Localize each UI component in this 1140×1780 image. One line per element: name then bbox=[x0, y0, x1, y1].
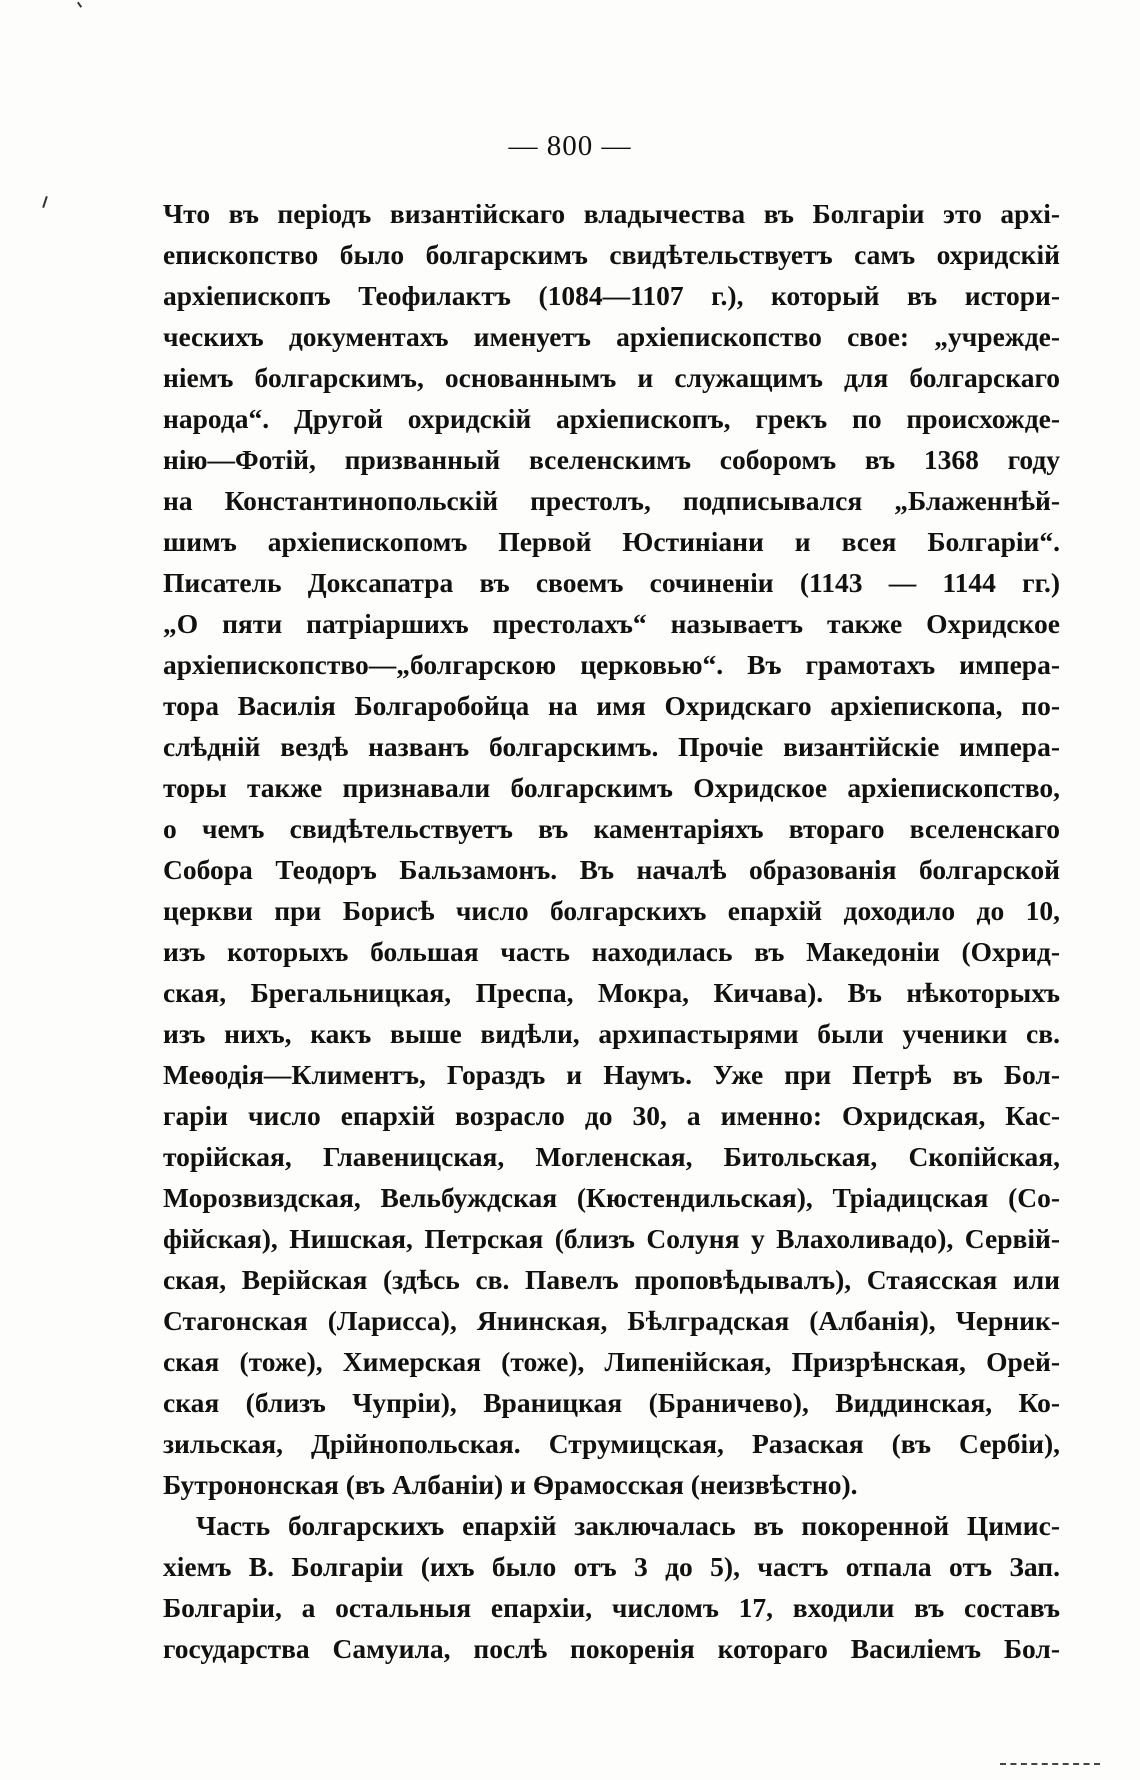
text-line: изъ которыхъ большая часть находилась въ Македоніи (Охрид- bbox=[163, 936, 1060, 967]
text-line: хіемъ В. Болгаріи (ихъ было отъ 3 до 5), частъ отпала отъ Зап. bbox=[163, 1551, 1060, 1582]
scan-mark bbox=[1000, 1763, 1100, 1773]
text-line: ніемъ болгарскимъ, основаннымъ и служащимъ для болгарскаго bbox=[163, 362, 1060, 393]
text-line: тора Василія Болгаробойца на имя Охридскаго архіепископа, по- bbox=[163, 690, 1060, 721]
text-line: ская, Верійская (здѣсь св. Павелъ проповѣдывалъ), Стаясская или bbox=[163, 1264, 1060, 1295]
text-line: „О пяти патріаршихъ престолахъ“ называетъ также Охридское bbox=[163, 608, 1060, 639]
text-line: Бутрононская (въ Албаніи) и Ѳрамосская (неизвѣстно). bbox=[163, 1469, 858, 1500]
text-line: архіепископство—„болгарскою церковью“. Въ грамотахъ импера- bbox=[163, 649, 1060, 680]
text-line: фійская), Нишская, Петрская (близъ Солуня у Влахоливадо), Сервій- bbox=[163, 1223, 1060, 1254]
text-line: о чемъ свидѣтельствуетъ въ каментаріяхъ втораго вселенскаго bbox=[163, 813, 1060, 844]
text-line: ская (тоже), Химерская (тоже), Липенійская, Призрѣнская, Орей- bbox=[163, 1346, 1060, 1377]
text-line: шимъ архіепископомъ Первой Юстиніани и всея Болгаріи“. bbox=[163, 526, 1060, 557]
text-line: ская (близъ Чупріи), Враницкая (Браничево), Виддинская, Ко- bbox=[163, 1387, 1060, 1418]
text-line: на Константинопольскій престолъ, подписывался „Блаженнѣй- bbox=[163, 485, 1060, 516]
text-line: Часть болгарскихъ епархій заключалась въ покоренной Цимис- bbox=[196, 1510, 1060, 1541]
body-text bbox=[163, 193, 1060, 1669]
text-line: гаріи число епархій возрасло до 30, а именно: Охридская, Кас- bbox=[163, 1100, 1060, 1131]
text-line: нію—Фотій, призванный вселенскимъ соборомъ въ 1368 году bbox=[163, 444, 1060, 475]
text-line: Меѳодія—Климентъ, Гораздъ и Наумъ. Уже при Петрѣ въ Бол- bbox=[163, 1059, 1060, 1090]
text-line: зильская, Дрійнопольская. Струмицская, Разаская (въ Сербіи), bbox=[163, 1428, 1060, 1459]
paragraph bbox=[163, 193, 1060, 1505]
scan-mark bbox=[77, 0, 87, 8]
text-line: архіепископъ Теофилактъ (1084—1107 г.), который въ истори- bbox=[163, 280, 1060, 311]
text-line: епископство было болгарскимъ свидѣтельствуетъ самъ охридскій bbox=[163, 239, 1060, 270]
paragraph bbox=[163, 1505, 1060, 1669]
text-line: ская, Брегальницкая, Преспа, Мокра, Кичава). Въ нѣкоторыхъ bbox=[163, 977, 1060, 1008]
text-line: Писатель Доксапатра въ своемъ сочиненіи (1143 — 1144 гг.) bbox=[163, 567, 1060, 598]
text-line: Что въ періодъ византійскаго владычества въ Болгаріи это архі- bbox=[163, 198, 1060, 229]
text-line: торійская, Главеницская, Могленская, Битольская, Скопійская, bbox=[163, 1141, 1060, 1172]
text-line: народа“. Другой охридскій архіепископъ, грекъ по происхожде- bbox=[163, 403, 1060, 434]
text-line: Собора Теодоръ Бальзамонъ. Въ началѣ образованія болгарской bbox=[163, 854, 1060, 885]
text-line: изъ нихъ, какъ выше видѣли, архипастырями были ученики св. bbox=[163, 1018, 1060, 1049]
text-line: Морозвиздская, Вельбуждская (Кюстендильская), Тріадицская (Со- bbox=[163, 1182, 1060, 1213]
text-line: государства Самуила, послѣ покоренія котораго Василіемъ Бол- bbox=[163, 1633, 1060, 1664]
page-number: — 800 — bbox=[508, 130, 632, 162]
text-line: Болгаріи, а остальныя епархіи, числомъ 17, входили въ составъ bbox=[163, 1592, 1060, 1623]
text-line: ческихъ документахъ именуетъ архіепископство свое: „учрежде- bbox=[163, 321, 1060, 352]
text-line: слѣдній вездѣ названъ болгарскимъ. Прочіе византійскіе импера- bbox=[163, 731, 1060, 762]
text-line: церкви при Борисѣ число болгарскихъ епархій доходило до 10, bbox=[163, 895, 1060, 926]
text-line: Стагонская (Ларисса), Янинская, Бѣлградская (Албанія), Черник- bbox=[163, 1305, 1060, 1336]
scan-mark bbox=[42, 196, 48, 208]
text-line: торы также признавали болгарскимъ Охридское архіепископство, bbox=[163, 772, 1060, 803]
